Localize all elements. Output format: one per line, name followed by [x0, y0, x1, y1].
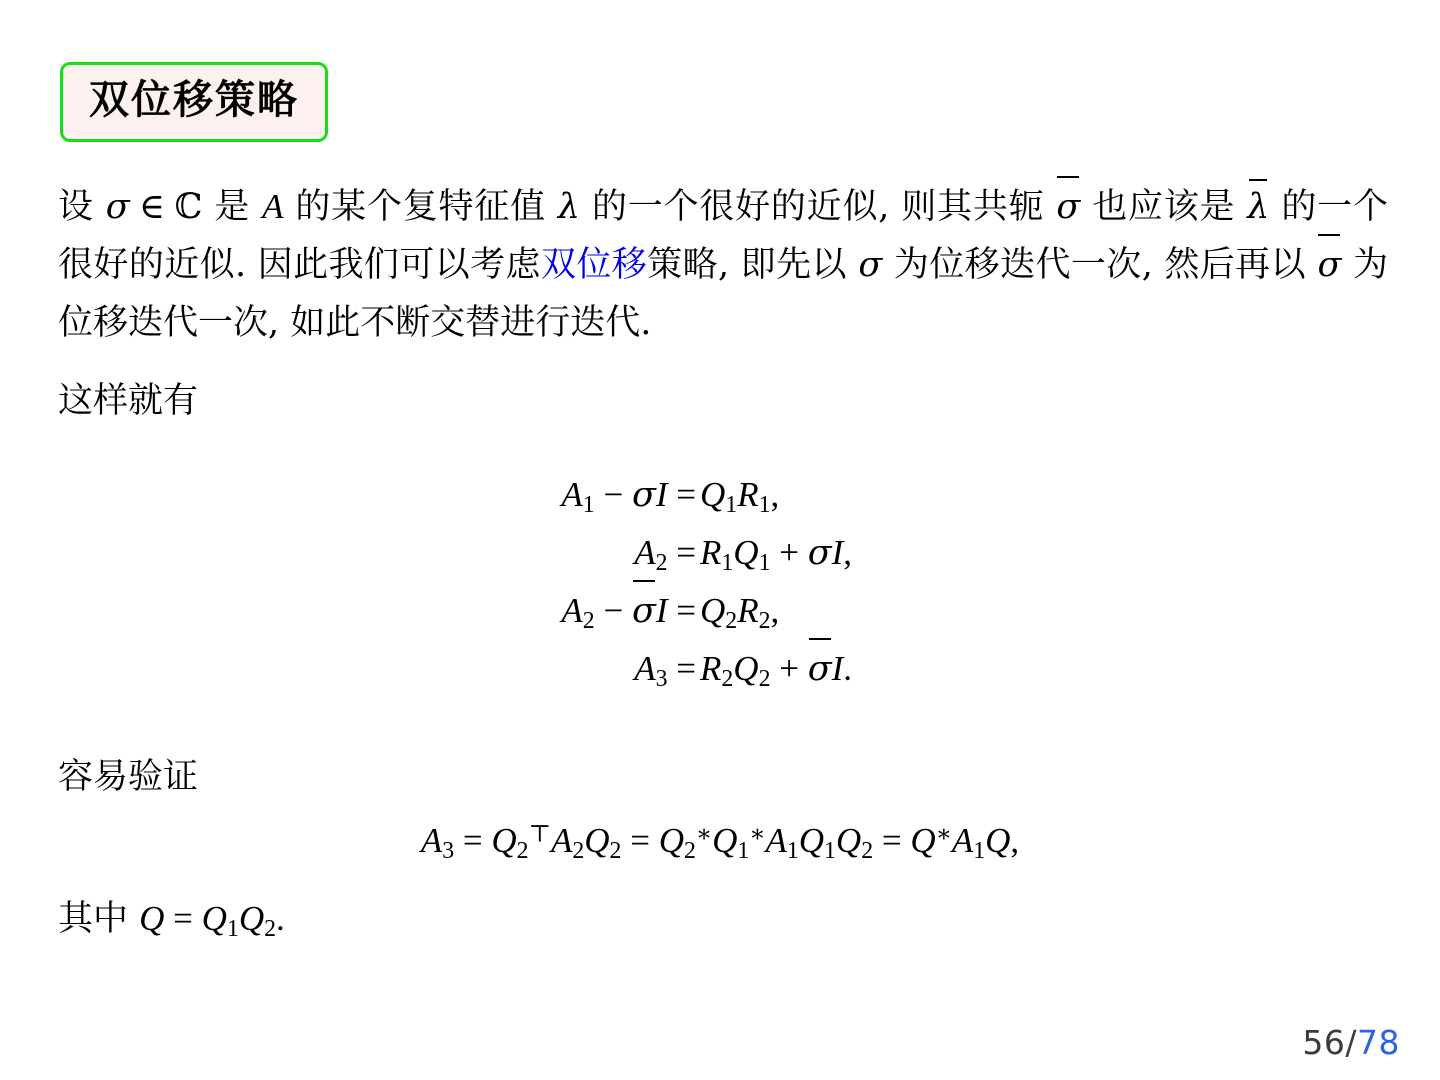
page-separator: / [1345, 1023, 1357, 1062]
equation-row-4 [440, 640, 1000, 698]
equation-1-lhs: $A_1 - \sigma I$ = [561, 475, 696, 518]
paragraph-where-prefix: 其中 [58, 899, 140, 939]
paragraph-intro-seg6: 也应该是 [1080, 187, 1248, 227]
paragraph-intro-seg1: 设 [58, 187, 106, 227]
paragraph-intro-seg3: 是 [202, 187, 263, 227]
paragraph-intro-seg4: 的某个复特征值 [283, 187, 558, 227]
symbol-sigma-2: σ [858, 245, 883, 285]
slide-title-box [60, 62, 328, 142]
equation-similarity: $A_3 = Q_2^⊤A_2Q_2 = Q_2^∗Q_1^∗A_1Q_1Q_2 = Q^∗A_1Q$, [420, 821, 1020, 864]
paragraph-intro-seg7: 的一个很好的近似. 因此我们可以考虑 [58, 187, 1388, 285]
paragraph-intro [58, 178, 1388, 352]
paragraph-thus: 这样就有 [58, 381, 199, 421]
equation-row-3 [440, 582, 1000, 640]
equation-3-rhs: $Q_2R_2$, [700, 591, 780, 634]
symbol-sigma-conjugate-2: σ [1318, 236, 1342, 294]
paragraph-verify: 容易验证 [58, 757, 199, 797]
paragraph-intro-seg2: ∈ [129, 187, 175, 226]
page-number [1302, 1023, 1400, 1062]
equation-1-rhs: $Q_1R_1$, [700, 475, 780, 518]
paragraph-intro-seg10: 为位移迭代一次, 如此不断交替进行迭代. [58, 245, 1388, 343]
equation-2-lhs: $A_2$ = [634, 533, 696, 576]
highlight-double-shift: 双位移 [540, 245, 648, 285]
equation-4-rhs: $R_2Q_2 + \sigma I$. [698, 640, 1000, 698]
symbol-sigma-conjugate-1: σ [1056, 178, 1080, 236]
equation-2-rhs: $R_1Q_1 + \sigma I$, [700, 533, 853, 576]
symbol-matrix-A: A [262, 187, 284, 226]
paragraph-intro-seg9: 为位移迭代一次, 然后再以 [882, 245, 1318, 285]
paragraph-intro-seg5: 的一个很好的近似, 则其共轭 [580, 187, 1057, 227]
page-total[interactable]: 78 [1357, 1023, 1400, 1062]
symbol-lambda: λ [557, 187, 581, 227]
slide-title: 双位移策略 [89, 76, 299, 123]
symbol-sigma-1: σ [105, 187, 130, 227]
equation-row-1 [440, 466, 1000, 524]
equation-row-2 [440, 524, 1000, 582]
symbol-lambda-conjugate: λ [1247, 178, 1269, 236]
equation-block [0, 466, 1440, 698]
equation-4-lhs: $A_3$ = [634, 649, 696, 692]
paragraph-intro-seg8: 策略, 即先以 [647, 245, 859, 285]
page-current: 56 [1302, 1023, 1346, 1062]
equation-3-lhs: $A_2 - \sigma I$ = [440, 582, 698, 640]
symbol-complex-set: ℂ [174, 187, 203, 227]
paragraph-where: 其中 $Q = Q_1Q_2$. [58, 899, 285, 942]
